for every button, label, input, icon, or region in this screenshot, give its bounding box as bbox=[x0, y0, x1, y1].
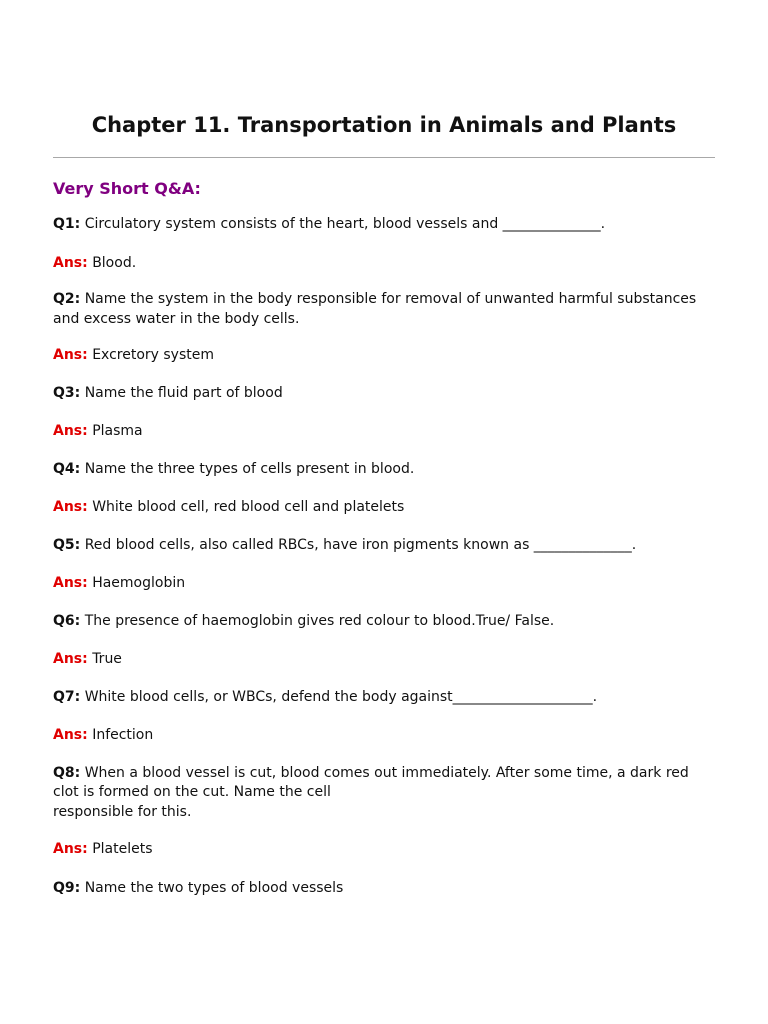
question-text: Name the three types of cells present in blood. bbox=[84, 460, 415, 477]
question-4 bbox=[53, 460, 715, 480]
section-heading: Very Short Q&A: bbox=[53, 179, 201, 198]
answer-6 bbox=[53, 650, 715, 670]
answer-label: Ans: bbox=[53, 423, 88, 439]
question-label: Q2: bbox=[53, 291, 81, 307]
question-label: Q1: bbox=[53, 216, 81, 232]
question-7 bbox=[53, 688, 715, 708]
question-text: Red blood cells, also called RBCs, have iron pigments known as ______________. bbox=[84, 536, 637, 553]
question-1 bbox=[53, 215, 715, 235]
answer-label: Ans: bbox=[53, 254, 88, 271]
answer-text: Excretory system bbox=[92, 347, 214, 363]
answer-label: Ans: bbox=[53, 499, 88, 515]
question-label: Q9: bbox=[53, 879, 81, 896]
answer-text: White blood cell, red blood cell and platelets bbox=[92, 499, 405, 515]
question-text: The presence of haemoglobin gives red colour to blood.True/ False. bbox=[84, 612, 555, 629]
question-label: Q5: bbox=[53, 536, 81, 553]
qa-list bbox=[53, 215, 715, 898]
question-text: Circulatory system consists of the heart, blood vessels and ______________. bbox=[84, 216, 606, 232]
question-2 bbox=[53, 290, 715, 329]
question-text-continued: responsible for this. bbox=[53, 803, 192, 820]
answer-label: Ans: bbox=[53, 727, 88, 743]
answer-text: Infection bbox=[92, 727, 154, 743]
question-label: Q4: bbox=[53, 460, 81, 477]
answer-1 bbox=[53, 254, 715, 274]
question-label: Q6: bbox=[53, 612, 81, 629]
answer-label: Ans: bbox=[53, 651, 88, 667]
question-text: Name the fluid part of blood bbox=[84, 384, 283, 401]
question-text: Name the system in the body responsible for removal of unwanted harmful substances and excess water in the body cells. bbox=[53, 291, 697, 327]
question-3 bbox=[53, 384, 715, 404]
answer-label: Ans: bbox=[53, 347, 88, 363]
answer-label: Ans: bbox=[53, 841, 88, 857]
question-text: White blood cells, or WBCs, defend the body against____________________. bbox=[84, 688, 598, 705]
question-label: Q8: bbox=[53, 764, 81, 781]
page-title: Chapter 11. Transportation in Animals and Plants bbox=[91, 113, 677, 137]
answer-text: Platelets bbox=[92, 841, 153, 857]
question-label: Q3: bbox=[53, 384, 81, 401]
answer-3 bbox=[53, 422, 715, 442]
question-8-continuation bbox=[53, 803, 715, 823]
question-8 bbox=[53, 764, 715, 803]
question-text: Name the two types of blood vessels bbox=[84, 879, 344, 896]
question-text: When a blood vessel is cut, blood comes out immediately. After some time, a dark red clot is formed on the cut. Name the cell bbox=[53, 764, 689, 800]
answer-text: Blood. bbox=[92, 254, 137, 271]
answer-text: Plasma bbox=[92, 423, 143, 439]
answer-label: Ans: bbox=[53, 575, 88, 591]
answer-text: True bbox=[92, 651, 122, 667]
answer-7 bbox=[53, 726, 715, 746]
question-5 bbox=[53, 536, 715, 556]
question-6 bbox=[53, 612, 715, 632]
answer-text: Haemoglobin bbox=[92, 575, 186, 591]
title-divider bbox=[53, 157, 715, 158]
question-9 bbox=[53, 879, 715, 899]
answer-5 bbox=[53, 574, 715, 594]
answer-2 bbox=[53, 346, 715, 366]
answer-8 bbox=[53, 840, 715, 860]
question-label: Q7: bbox=[53, 688, 81, 705]
answer-4 bbox=[53, 498, 715, 518]
